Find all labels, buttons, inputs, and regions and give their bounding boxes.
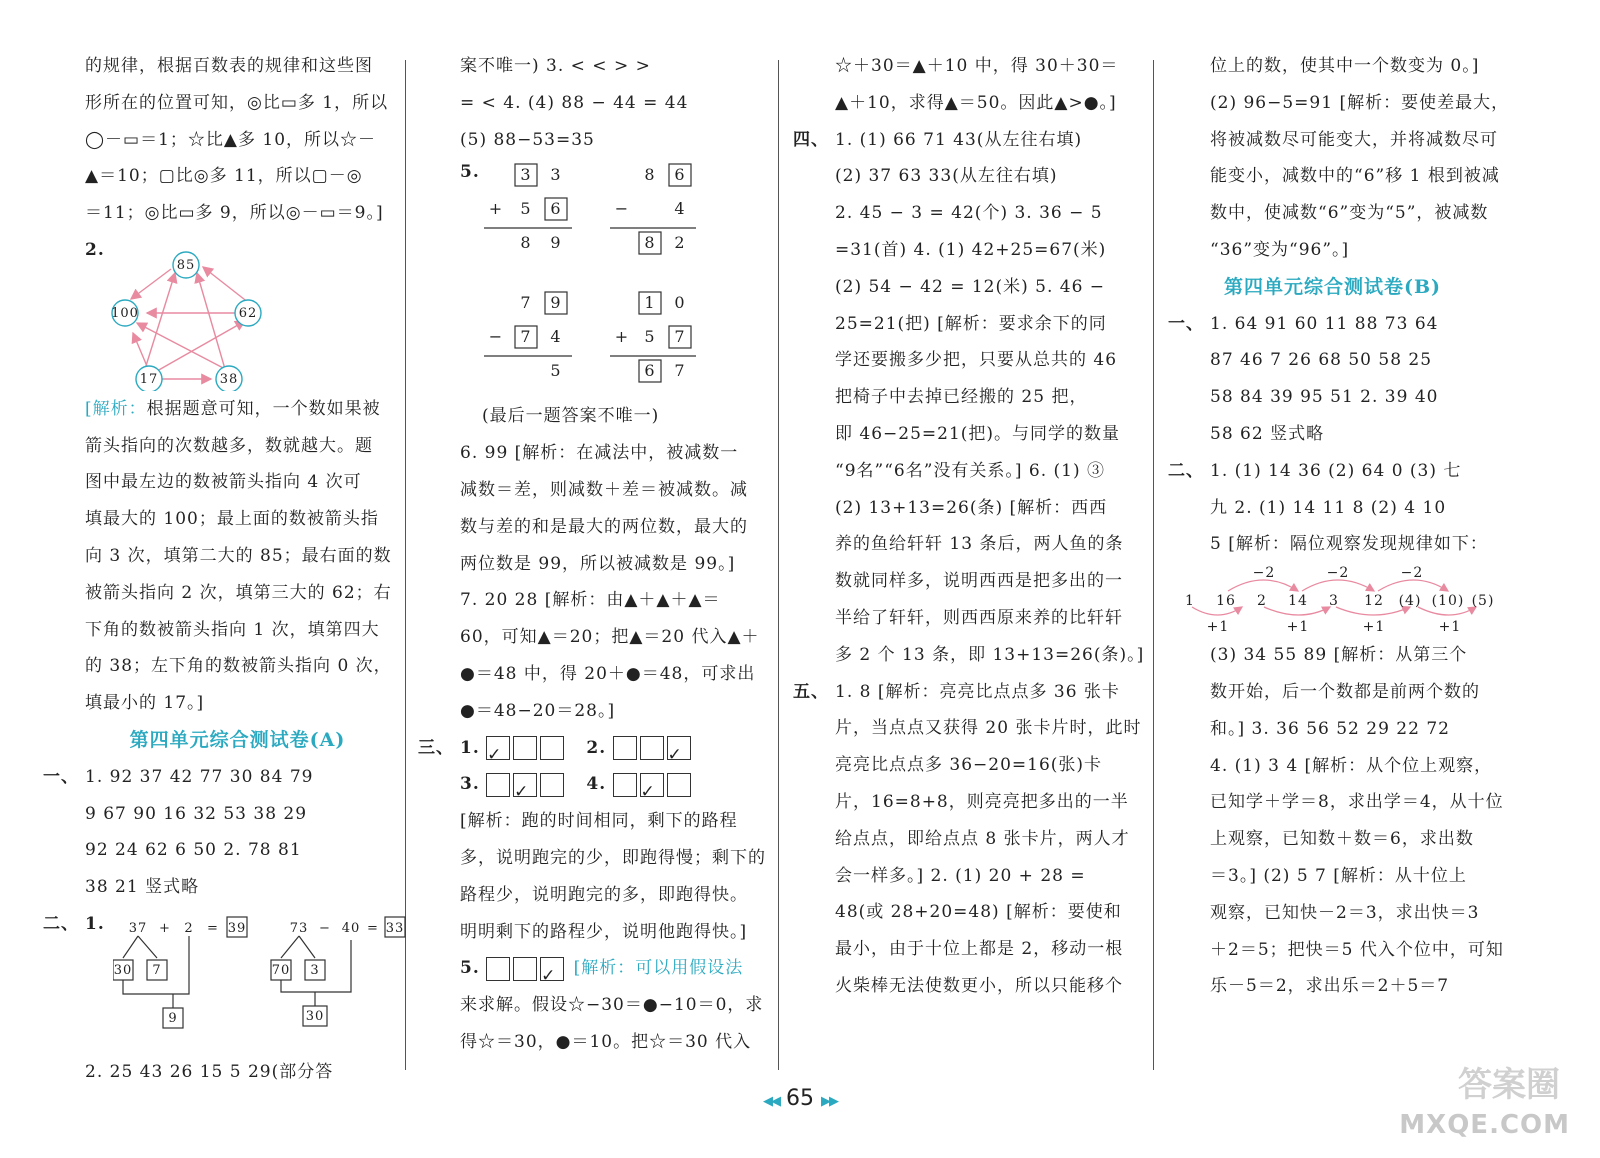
answer-line: 五、 1. 8 [解析：亮亮比点点多 36 张卡 — [835, 674, 1140, 711]
tree-equals: = — [207, 920, 219, 936]
tree-result: 39 — [227, 920, 247, 936]
tree-number: 37 — [128, 920, 148, 936]
checkbox-row — [460, 950, 765, 987]
tree-part: 7 — [152, 962, 162, 978]
calc-grid — [460, 158, 760, 398]
question-number: 5. — [460, 958, 480, 979]
text-line: ◯－▭＝1；☆比▲多 10，所以☆－ — [85, 129, 377, 150]
diagram-node: 62 — [238, 305, 258, 321]
analysis-line: 得☆＝30，●＝10。把☆＝30 代入 — [460, 1031, 752, 1052]
column-divider — [1153, 60, 1154, 1070]
next-arrow-icon: ▶▶ — [821, 1094, 837, 1109]
sequence-step-label: +1 — [1438, 619, 1462, 636]
check-box — [613, 736, 637, 760]
answer-line: 数中，使减数“6”变为“5”，被减数 — [1210, 203, 1489, 224]
column-1 — [43, 48, 405, 1091]
tree-part: 9 — [168, 1010, 178, 1026]
tree-part: 30 — [113, 962, 133, 978]
diagram-node: 17 — [139, 371, 159, 387]
section-mark: 四、 — [793, 129, 829, 150]
calc-digit: 4 — [674, 199, 686, 219]
tree-operator: − — [319, 920, 331, 936]
tree-part: 3 — [310, 962, 320, 978]
check-box-checked: ✓ — [640, 773, 664, 797]
answer-line: “9名”“6名”没有关系。] 6. (1) ③ — [835, 460, 1106, 481]
check-box — [513, 957, 537, 981]
answer-line: 一、 1. 92 37 42 77 30 84 79 — [85, 759, 390, 796]
analysis-line: 箭头指向的次数越多，数就越大。题 — [85, 435, 373, 456]
answer-line: 最小，由于十位上都是 2，移动一根 — [835, 939, 1124, 960]
calc-digit: 0 — [674, 293, 686, 313]
answer-line: 25=21(把) [解析：要求余下的同 — [835, 313, 1107, 334]
answer-line: 5 [解析：隔位观察发现规律如下： — [1210, 534, 1488, 555]
check-box — [540, 736, 564, 760]
calc-digit: 9 — [550, 233, 562, 253]
checkbox-row — [418, 730, 765, 767]
answer-line: (2) 13+13=26(条) [解析：西西 — [835, 497, 1108, 518]
answer-line: 四、 1. (1) 66 71 43(从左往右填) — [835, 122, 1140, 159]
column-2 — [418, 48, 766, 1061]
calc-digit: 7 — [520, 327, 532, 347]
sequence-step-label: −2 — [1400, 565, 1424, 582]
answer-line: 9 67 90 16 32 53 38 29 — [85, 803, 308, 824]
question-number: 2. — [85, 239, 105, 260]
tree-number: 73 — [289, 920, 309, 936]
answer-line: 92 24 62 6 50 2. 78 81 — [85, 840, 302, 861]
analysis-label: [解析： — [85, 398, 147, 419]
calc-operator: − — [488, 327, 504, 347]
vertical-calculations — [460, 158, 765, 398]
answer-line: 58 84 39 95 51 2. 39 40 — [1210, 387, 1439, 408]
answer-line: ●＝48−20＝28。] — [460, 700, 616, 721]
question-number: 1. — [85, 913, 105, 934]
calc-digit: 6 — [550, 199, 562, 219]
sequence-step-label: +1 — [1286, 619, 1310, 636]
answer-line: 38 21 竖式略 — [85, 877, 200, 898]
sequence-number: 14 — [1288, 593, 1308, 610]
question-number: 1. — [460, 737, 480, 758]
answer-line: ＝3。] (2) 5 7 [解析：从十位上 — [1210, 865, 1467, 886]
answer-line: 给点点，即给点点 8 张卡片，两人才 — [835, 828, 1130, 849]
analysis-line: 来求解。假设☆−30＝●−10＝0，求 — [460, 995, 764, 1016]
check-box — [540, 773, 564, 797]
decomposition-block — [43, 906, 405, 1054]
section-mark: 一、 — [43, 766, 79, 787]
sequence-step-label: −2 — [1252, 565, 1276, 582]
watermark: MXQE.COM — [1399, 1110, 1570, 1140]
sequence-number: 16 — [1216, 593, 1236, 610]
calc-operator: + — [488, 199, 504, 219]
answer-line: 即 46−25=21(把)。与同学的数量 — [835, 423, 1121, 444]
calc-operator: + — [614, 327, 630, 347]
calc-digit: 5 — [644, 327, 656, 347]
answer-line: 已知学＋学＝8，求出学＝4，从十位 — [1210, 792, 1504, 813]
analysis-line: 被箭头指向 2 次，填第三大的 62；右 — [85, 582, 392, 603]
answer-line: 亮亮比点点多 36−20=16(张)卡 — [835, 755, 1103, 776]
analysis-line: 填最小的 17。] — [85, 693, 205, 714]
sequence-number: (10) — [1431, 593, 1465, 610]
calc-operator: − — [614, 199, 630, 219]
answer-line: 二、 1. (1) 14 36 (2) 64 0 (3) 七 — [1210, 453, 1540, 490]
tree-part: 30 — [305, 1008, 325, 1024]
check-box-checked: ✓ — [513, 773, 537, 797]
answer-line: 7. 20 28 [解析：由▲＋▲＋▲＝ — [460, 590, 721, 611]
answer-line: 2. 45 − 3 = 42(个) 3. 36 − 5 — [835, 203, 1103, 224]
tree-part: 70 — [271, 962, 291, 978]
answer-line: 上观察，已知数＋数＝6，求出数 — [1210, 829, 1474, 850]
question-number: 2. — [586, 737, 607, 758]
section-mark: 三、 — [418, 737, 454, 758]
analysis-line: 的 38；左下角的数被箭头指向 0 次， — [85, 656, 392, 677]
tree-number: 40 — [341, 920, 361, 936]
analysis-line: 明明剩下的路程少，说明他跑得快。] — [460, 921, 748, 942]
answer-line: 4. (1) 3 4 [解析：从个位上观察， — [1210, 755, 1493, 776]
prev-arrow-icon: ◀◀ — [763, 1094, 779, 1109]
answer-line: 片，16=8+8，则亮亮把多出的一半 — [835, 791, 1129, 812]
diagram-node: 100 — [111, 305, 139, 321]
calc-digit: 8 — [644, 233, 656, 253]
calc-digit: 3 — [520, 165, 532, 185]
sequence-number: (4) — [1398, 593, 1422, 610]
answer-line: 火柴棒无法使数更小，所以只能移个 — [835, 975, 1123, 996]
answer-line: “36”变为“96”。] — [1210, 239, 1350, 260]
check-box — [513, 736, 537, 760]
check-box — [486, 957, 510, 981]
answer-line: 会一样多。] 2. (1) 20 + 28 = — [835, 865, 1086, 886]
answer-line: 一、 1. 64 91 60 11 88 73 64 — [1210, 306, 1540, 343]
calc-digit: 8 — [644, 165, 656, 185]
text-line: ▲＝10；▢比◎多 11，所以▢－◎ — [85, 166, 363, 187]
column-divider — [778, 60, 779, 1070]
analysis-line: 图中最左边的数被箭头指向 4 次可 — [85, 472, 362, 493]
answer-line: (2) 96−5=91 [解析：要使差最大， — [1210, 92, 1510, 113]
calc-digit: 7 — [674, 327, 686, 347]
watermark-logo: 答案圈 — [1458, 1065, 1560, 1105]
diagram-node: 38 — [219, 371, 239, 387]
answer-line: 60，可知▲＝20；把▲＝20 代入▲＋ — [460, 627, 760, 648]
section-mark: 二、 — [1168, 460, 1204, 481]
check-box-checked: ✓ — [540, 957, 564, 981]
analysis-line: [解析：根据题意可知，一个数如果被 — [85, 398, 381, 419]
calc-digit: 8 — [520, 233, 532, 253]
answer-line: ＋2＝5；把快＝5 代入个位中，可知 — [1210, 939, 1504, 960]
answer-line: = < 4. (4) 88 − 44 = 44 — [460, 92, 689, 113]
answer-line: 位上的数，使其中一个数变为 0。] — [1210, 56, 1480, 76]
analysis-line: 填最大的 100；最上面的数被箭头指 — [85, 509, 379, 530]
sequence-number: 1 — [1185, 593, 1195, 610]
answer-line: 多 2 个 13 条，即 13+13=26(条)。] — [835, 644, 1145, 665]
column-3 — [793, 48, 1145, 1005]
question-number: 4. — [586, 774, 607, 795]
page-footer — [0, 1086, 1600, 1111]
answer-line: 半给了轩轩，则西西原来养的比轩轩 — [835, 607, 1123, 628]
answer-line: (5) 88−53=35 — [460, 129, 595, 150]
answer-line: =31(首) 4. (1) 42+25=67(米) — [835, 239, 1107, 260]
answer-line: 数与差的和是最大的两位数，最大的 — [460, 516, 748, 537]
answer-line: 把椅子中去掉已经搬的 25 把， — [835, 387, 1088, 408]
answer-line: 两位数是 99，所以被减数是 99。] — [460, 553, 736, 574]
sequence-step-label: +1 — [1362, 619, 1386, 636]
check-box-checked: ✓ — [486, 736, 510, 760]
calc-digit: 6 — [674, 165, 686, 185]
answer-line: 58 62 竖式略 — [1210, 423, 1325, 444]
calc-digit: 7 — [674, 361, 686, 381]
answer-line: 48(或 28+20=48) [解析：要使和 — [835, 902, 1122, 923]
answer-line: 2. 25 43 26 15 5 29(部分答 — [85, 1061, 334, 1082]
check-box — [486, 773, 510, 797]
calc-digit: 9 — [550, 293, 562, 313]
text-line: 的规律，根据百数表的规律和这些图 — [85, 56, 373, 76]
answer-line: 6. 99 [解析：在减法中，被减数一 — [460, 443, 739, 464]
answer-line: 数开始，后一个数都是前两个数的 — [1210, 681, 1480, 702]
answer-line: 养的鱼给轩轩 13 条后，两人鱼的条 — [835, 534, 1124, 555]
calc-digit: 3 — [550, 165, 562, 185]
check-box — [613, 773, 637, 797]
answer-line: 和。] 3. 36 56 52 29 22 72 — [1210, 718, 1450, 739]
analysis-line: 路程少，说明跑完的多，即跑得快。 — [460, 884, 748, 905]
sequence-step-label: −2 — [1326, 565, 1350, 582]
check-box-checked: ✓ — [667, 736, 691, 760]
analysis-line: 下角的数被箭头指向 1 次，填第四大 — [85, 619, 380, 640]
answer-line: (2) 37 63 33(从左往右填) — [835, 166, 1058, 187]
sequence-number: 2 — [1257, 593, 1267, 610]
answer-line: 能变小，减数中的“6”移 1 根到被减 — [1210, 166, 1500, 187]
answer-line: (2) 54 − 42 = 12(米) 5. 46 − — [835, 276, 1106, 297]
page-number: 65 — [786, 1086, 814, 1111]
analysis-line: [解析：跑的时间相同，剩下的路程 — [460, 811, 738, 832]
answer-line: ●＝48 中，得 20＋●＝48，可求出 — [460, 663, 756, 684]
section-mark: 五、 — [793, 681, 829, 702]
answer-line: 87 46 7 26 68 50 58 25 — [1210, 350, 1433, 371]
diagram-node: 85 — [176, 257, 196, 273]
calc-digit: 2 — [674, 233, 686, 253]
answer-line: 案不唯一) 3. < < > > — [460, 56, 651, 76]
calc-digit: 4 — [550, 327, 562, 347]
answer-line: ☆＋30＝▲＋10 中，得 30＋30＝ — [835, 56, 1119, 76]
checkbox-row — [460, 766, 765, 803]
question-number: 5. — [460, 162, 480, 183]
check-box — [667, 773, 691, 797]
calc-digit: 1 — [644, 293, 656, 313]
answer-line: 九 2. (1) 14 11 8 (2) 4 10 — [1210, 497, 1447, 518]
sequence-pattern-diagram — [1180, 563, 1510, 637]
calc-note: (最后一题答案不唯一) — [482, 406, 660, 427]
sequence-number: (5) — [1471, 593, 1495, 610]
section-mark: 二、 — [43, 913, 79, 934]
sequence-step-label: +1 — [1206, 619, 1230, 636]
tree-operator: + — [159, 920, 171, 936]
analysis-line: 向 3 次，填第二大的 85；最右面的数 — [85, 545, 392, 566]
section-heading: 第四单元综合测试卷(B) — [1224, 275, 1442, 298]
answer-line: 将被减数尽可能变大，并将减数尽可 — [1210, 129, 1498, 150]
calc-digit: 5 — [520, 199, 532, 219]
tree-result: 33 — [385, 920, 405, 936]
sequence-number: 3 — [1329, 593, 1339, 610]
split-tree-diagrams — [113, 912, 413, 1052]
section-mark: 一、 — [1168, 313, 1204, 334]
section-heading: 第四单元综合测试卷(A) — [129, 728, 346, 751]
check-box — [640, 736, 664, 760]
answer-line: 数就同样多，说明西西是把多出的一 — [835, 571, 1123, 592]
tree-number: 2 — [184, 920, 194, 936]
answer-line: 观察，已知快－2＝3，求出快＝3 — [1210, 902, 1480, 923]
answer-line: 片，当点点又获得 20 张卡片时，此时 — [835, 718, 1142, 739]
calc-digit: 6 — [644, 361, 656, 381]
answer-line: 乐－5＝2，求出乐＝2＋5＝7 — [1210, 976, 1450, 997]
sequence-number: 12 — [1364, 593, 1384, 610]
tree-equals: = — [367, 920, 379, 936]
answer-line: 减数＝差，则减数＋差＝被减数。减 — [460, 479, 748, 500]
calc-digit: 5 — [550, 361, 562, 381]
answer-line: 学还要搬多少把，只要从总共的 46 — [835, 350, 1118, 371]
text-line: 形所在的位置可知，◎比▭多 1，所以 — [85, 92, 389, 113]
calc-digit: 7 — [520, 293, 532, 313]
question-number: 3. — [460, 774, 480, 795]
analysis-line: 多，说明跑完的少，即跑得慢；剩下的 — [460, 847, 766, 868]
column-4 — [1168, 48, 1540, 1005]
analysis-label: [解析：可以用假设法 — [573, 958, 744, 979]
answer-line: ▲＋10，求得▲＝50。因此▲>●。] — [835, 92, 1117, 113]
text-line: ＝11；◎比▭多 9，所以◎－▭＝9。] — [85, 203, 384, 224]
answer-line: (3) 34 55 89 [解析：从第三个 — [1210, 645, 1468, 666]
